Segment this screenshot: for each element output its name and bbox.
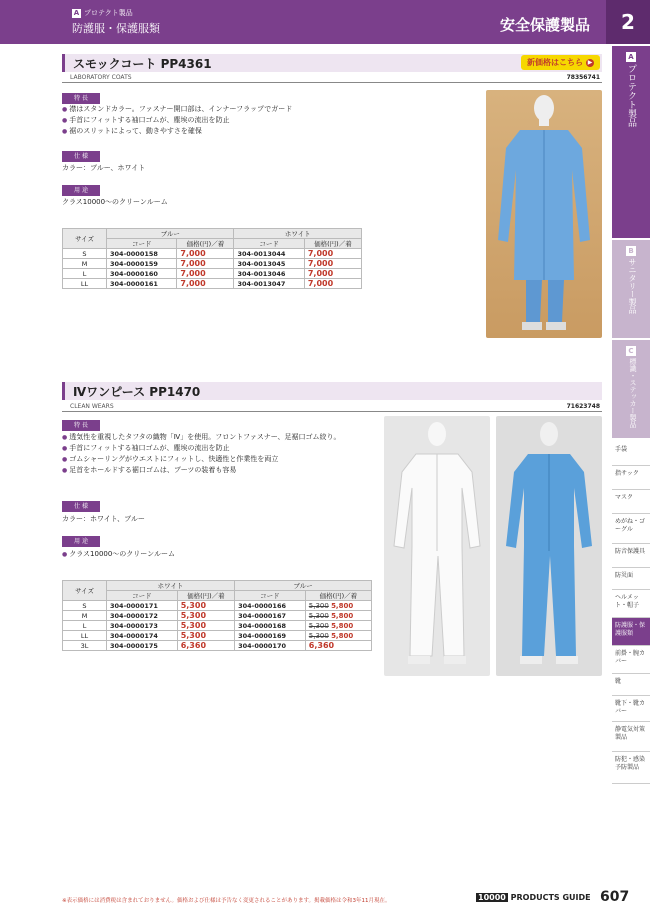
color1-header: ホワイト [107, 581, 235, 591]
tab-letter: B [626, 246, 636, 256]
side-index-item[interactable]: 防護服・保護服類 [612, 618, 650, 646]
price-cell: 7,000 [304, 269, 361, 279]
product2-use [62, 549, 175, 560]
size-cell: LL [63, 279, 107, 289]
price-cell: 7,000 [177, 249, 234, 259]
side-index-item[interactable]: 手袋 [612, 442, 650, 466]
side-index-item[interactable]: ヘルメット・帽子 [612, 590, 650, 618]
color1-header: ブルー [107, 229, 234, 239]
product1-photo [486, 90, 602, 338]
old-price: 5,300 [308, 611, 329, 620]
product2-price-table [62, 580, 372, 651]
list-item: ● 手首にフィットする袖口ゴムが、塵埃の流出を防止 [62, 443, 372, 454]
list-item: ● 足首をホールドする裾口ゴムは、ブーツの装着も容易 [62, 465, 372, 476]
list-item: ● 襟はスタンドカラー。ファスナー開口部は、インナーフラップでガード [62, 104, 292, 115]
use-tag: 用 途 [62, 185, 100, 196]
size-header: サイズ [63, 229, 107, 249]
code-cell: 304-0000171 [107, 601, 178, 611]
table-row [63, 279, 362, 289]
table-row [63, 249, 362, 259]
code-cell: 304-0000166 [235, 601, 306, 611]
guide-key: 10000 [478, 893, 506, 902]
code-header: コード [107, 591, 178, 601]
price-cell [305, 631, 371, 641]
price-cell: 5,300 [177, 621, 234, 631]
product2-english: CLEAN WEARS [70, 403, 114, 410]
price-cell: 6,360 [177, 641, 234, 651]
coverall-white-image [384, 416, 490, 676]
use-tag: 用 途 [62, 536, 100, 547]
tab-label: サニタリー製品 [628, 258, 637, 314]
product2-photo-white [384, 416, 490, 676]
side-index-item[interactable]: 指サック [612, 466, 650, 490]
product1-spec: カラー：ブルー、ホワイト [62, 164, 146, 172]
table-row [63, 611, 372, 621]
side-index-item[interactable]: 防犯・感染予防製品 [612, 752, 650, 784]
side-index-item[interactable]: 静電気対策製品 [612, 722, 650, 752]
side-index-item[interactable]: 靴 [612, 674, 650, 696]
table-row [63, 631, 372, 641]
new-price-button[interactable] [521, 55, 600, 70]
size-cell: M [63, 611, 107, 621]
table-row [63, 641, 372, 651]
code-cell: 304-0000160 [107, 269, 177, 279]
size-cell: M [63, 259, 107, 269]
size-cell: LL [63, 631, 107, 641]
product2-photo-blue [496, 416, 602, 676]
coverall-blue-image [496, 416, 602, 676]
spec-tag: 仕 様 [62, 151, 100, 162]
product2-features [62, 432, 372, 476]
new-price: 5,800 [331, 601, 354, 610]
price-header: 価格(円)／着 [304, 239, 361, 249]
new-price-label: 新価格はこちら [527, 58, 583, 67]
code-cell: 304-0013046 [234, 269, 304, 279]
product2-code: 71623748 [566, 403, 600, 410]
new-price: 5,800 [331, 611, 354, 620]
side-tab-signs[interactable] [612, 340, 650, 438]
code-cell: 304-0013044 [234, 249, 304, 259]
product1-use: クラス10000～のクリーンルーム [62, 198, 168, 206]
code-cell: 304-0000167 [235, 611, 306, 621]
side-index-item[interactable]: めがね・ゴーグル [612, 514, 650, 544]
side-index-item[interactable]: 靴下・靴カバー [612, 696, 650, 722]
list-item: ● 裾のスリットによって、動きやすさを確保 [62, 126, 292, 137]
guide-text: PRODUCTS GUIDE [510, 893, 591, 902]
features-tag: 特 長 [62, 93, 100, 104]
features-tag: 特 長 [62, 420, 100, 431]
code-cell: 304-0013047 [234, 279, 304, 289]
size-header: サイズ [63, 581, 107, 601]
side-index-item[interactable]: マスク [612, 490, 650, 514]
code-header: コード [234, 239, 304, 249]
product1-price-table [62, 228, 362, 289]
price-cell: 5,300 [177, 631, 234, 641]
code-cell: 304-0000174 [107, 631, 178, 641]
tab-label: プロテクト製品 [626, 64, 636, 127]
side-tab-sanitary[interactable] [612, 240, 650, 338]
size-cell: L [63, 269, 107, 279]
lab-coat-image [486, 90, 602, 338]
code-cell: 304-0013045 [234, 259, 304, 269]
price-cell [305, 611, 371, 621]
price-cell [305, 601, 371, 611]
old-price: 5,300 [308, 621, 329, 630]
new-price: 5,800 [331, 631, 354, 640]
category-label [72, 8, 133, 18]
color2-header: ホワイト [234, 229, 362, 239]
table-row [63, 269, 362, 279]
product1-title: スモックコート PP4361 [73, 57, 212, 71]
arrow-right-icon: ▶ [587, 58, 593, 66]
products-guide [476, 893, 591, 902]
section-title: 安全保護製品 [499, 16, 590, 34]
list-item: ● クラス10000～のクリーンルーム [62, 549, 175, 560]
side-index-item[interactable]: 前掛・腕カバー [612, 646, 650, 674]
code-cell: 304-0000170 [235, 641, 306, 651]
price-header: 価格(円)／着 [177, 239, 234, 249]
code-cell: 304-0000173 [107, 621, 178, 631]
page-header [0, 0, 650, 44]
tab-letter: A [626, 52, 636, 62]
footer-note: ※表示価格には消費税は含まれておりません。価格および仕様は予告なく変更されることがあります。掲載価格は令和3年11月現在。 [62, 898, 391, 904]
price-cell: 5,300 [177, 611, 234, 621]
side-index-item[interactable]: 防災面 [612, 568, 650, 590]
list-item: ● 手首にフィットする袖口ゴムが、塵埃の流出を防止 [62, 115, 292, 126]
table-row [63, 601, 372, 611]
category-name: プロテクト製品 [84, 9, 133, 17]
code-cell: 304-0000161 [107, 279, 177, 289]
size-cell: S [63, 601, 107, 611]
tab-letter: C [626, 346, 636, 356]
divider [62, 411, 602, 412]
code-cell: 304-0000172 [107, 611, 178, 621]
product2-title-bar [62, 382, 602, 400]
code-cell: 304-0000159 [107, 259, 177, 269]
old-price: 5,300 [308, 631, 329, 640]
product1-english: LABORATORY COATS [70, 74, 132, 81]
price-cell: 7,000 [177, 279, 234, 289]
old-price: 5,300 [308, 601, 329, 610]
price-header: 価格(円)／着 [305, 591, 371, 601]
list-item: ● ゴムシャーリングがウエストにフィットし、快適性と作業性を両立 [62, 454, 372, 465]
product2-title: Ⅳワンピース PP1470 [73, 385, 201, 399]
code-cell: 304-0000169 [235, 631, 306, 641]
price-cell: 7,000 [304, 249, 361, 259]
chapter-number: 2 [606, 0, 650, 44]
price-cell: 7,000 [304, 259, 361, 269]
size-cell: 3L [63, 641, 107, 651]
price-cell [305, 621, 371, 631]
page-subtitle: 防護服・保護服類 [72, 22, 160, 35]
side-tab-protect[interactable] [612, 46, 650, 238]
price-cell: 7,000 [304, 279, 361, 289]
price-cell: 7,000 [177, 259, 234, 269]
category-letter: A [73, 8, 80, 17]
size-cell: S [63, 249, 107, 259]
product1-features [62, 104, 292, 137]
divider [62, 82, 602, 83]
price-header: 価格(円)／着 [177, 591, 234, 601]
new-price: 5,800 [331, 621, 354, 630]
spec-tag: 仕 様 [62, 501, 100, 512]
tab-label: 標識・ステッカー製品 [629, 358, 637, 428]
list-item: ● 透気性を重視したタフタの織物「Ⅳ」を使用。フロントファスナー、足裾口ゴム絞り。 [62, 432, 372, 443]
table-row [63, 259, 362, 269]
code-cell: 304-0000175 [107, 641, 178, 651]
side-index-item[interactable]: 防音保護具 [612, 544, 650, 568]
code-header: コード [235, 591, 306, 601]
code-cell: 304-0000158 [107, 249, 177, 259]
product2-spec: カラー：ホワイト、ブルー [62, 515, 145, 523]
code-cell: 304-0000168 [235, 621, 306, 631]
table-row [63, 621, 372, 631]
code-header: コード [107, 239, 177, 249]
color2-header: ブルー [235, 581, 372, 591]
size-cell: L [63, 621, 107, 631]
product1-code: 78356741 [566, 74, 600, 81]
price-cell: 5,300 [177, 601, 234, 611]
price-cell: 7,000 [177, 269, 234, 279]
price-cell: 6,360 [305, 641, 371, 651]
page-number: 607 [600, 889, 630, 905]
